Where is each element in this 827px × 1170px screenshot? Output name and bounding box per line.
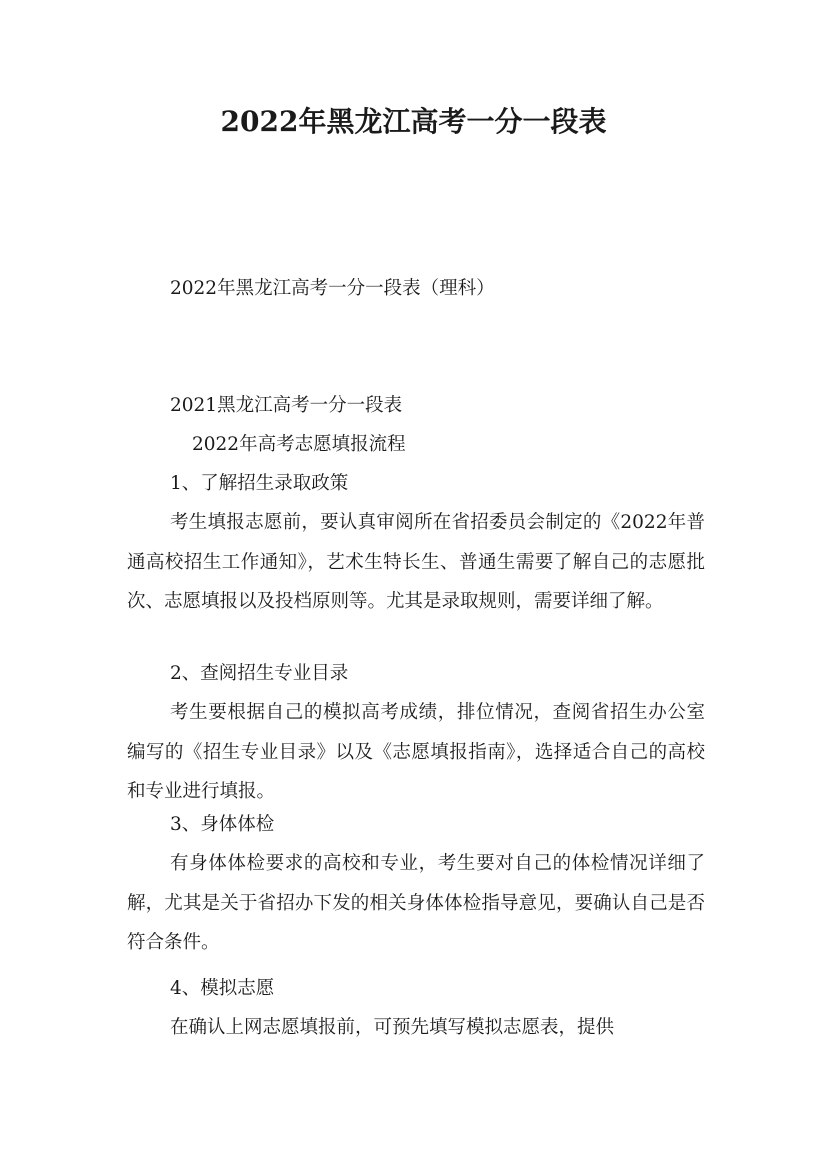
item-heading-2: 2、查阅招生专业目录 [170, 663, 349, 684]
subtitle-2021: 2021黑龙江高考一分一段表 [170, 395, 403, 416]
subtitle-science: 2022年黑龙江高考一分一段表（理科） [170, 278, 495, 299]
item-heading-3: 3、身体体检 [170, 814, 275, 835]
item-body-2: 考生要根据自己的模拟高考成绩，排位情况，查阅省招生办公室编写的《招生专业目录》以及《志愿填报指南》，选择适合自己的高校和专业进行填报。 [127, 702, 705, 802]
item-body-3: 有身体体检要求的高校和专业，考生要对自己的体检情况详细了解，尤其是关于省招办下发的相关身体体检指导意见，要确认自己是否符合条件。 [127, 853, 705, 953]
document-title: 2022年黑龙江高考一分一段表 [220, 105, 607, 138]
item-heading-4: 4、模拟志愿 [170, 978, 275, 999]
item-heading-1: 1、了解招生录取政策 [170, 473, 349, 494]
section-heading: 2022年高考志愿填报流程 [192, 434, 406, 455]
item-body-4: 在确认上网志愿填报前，可预先填写模拟志愿表，提供 [170, 1017, 615, 1038]
item-body-1: 考生填报志愿前，要认真审阅所在省招委员会制定的《2022年普通高校招生工作通知》，艺术生特长生、普通生需要了解自己的志愿批次、志愿填报以及投档原则等。尤其是录取规则，需要详细了解。 [127, 512, 705, 612]
